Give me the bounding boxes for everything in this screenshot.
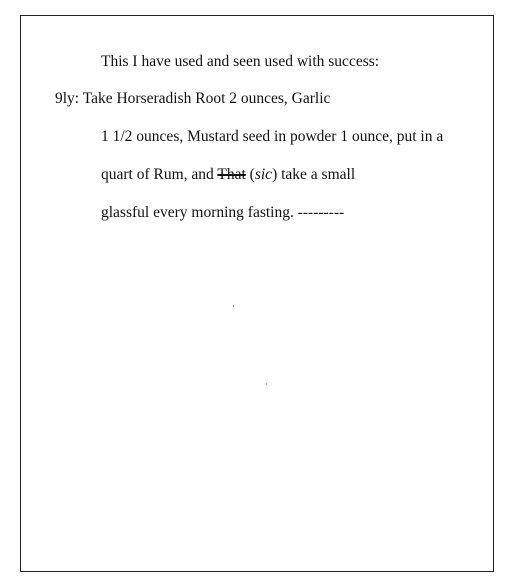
document-page [20, 15, 494, 572]
text-line-1: This I have used and seen used with success: [101, 53, 380, 70]
text-line-3: 1 1/2 ounces, Mustard seed in powder 1 ounce, put in a [101, 128, 444, 145]
text-line-2: 9ly: Take Horseradish Root 2 ounces, Garlic [55, 90, 331, 107]
text-line-5: glassful every morning fasting. --------- [101, 204, 345, 221]
text-line-4-between: ( [245, 166, 255, 183]
scan-speck [233, 305, 234, 307]
sic-note: sic [254, 166, 273, 183]
text-line-4-before: quart of Rum, and [101, 166, 218, 183]
text-line-4-after: ) take a small [272, 166, 356, 183]
scan-speck [266, 383, 267, 385]
text-line-4 [101, 166, 355, 184]
struck-word: That [217, 166, 246, 183]
